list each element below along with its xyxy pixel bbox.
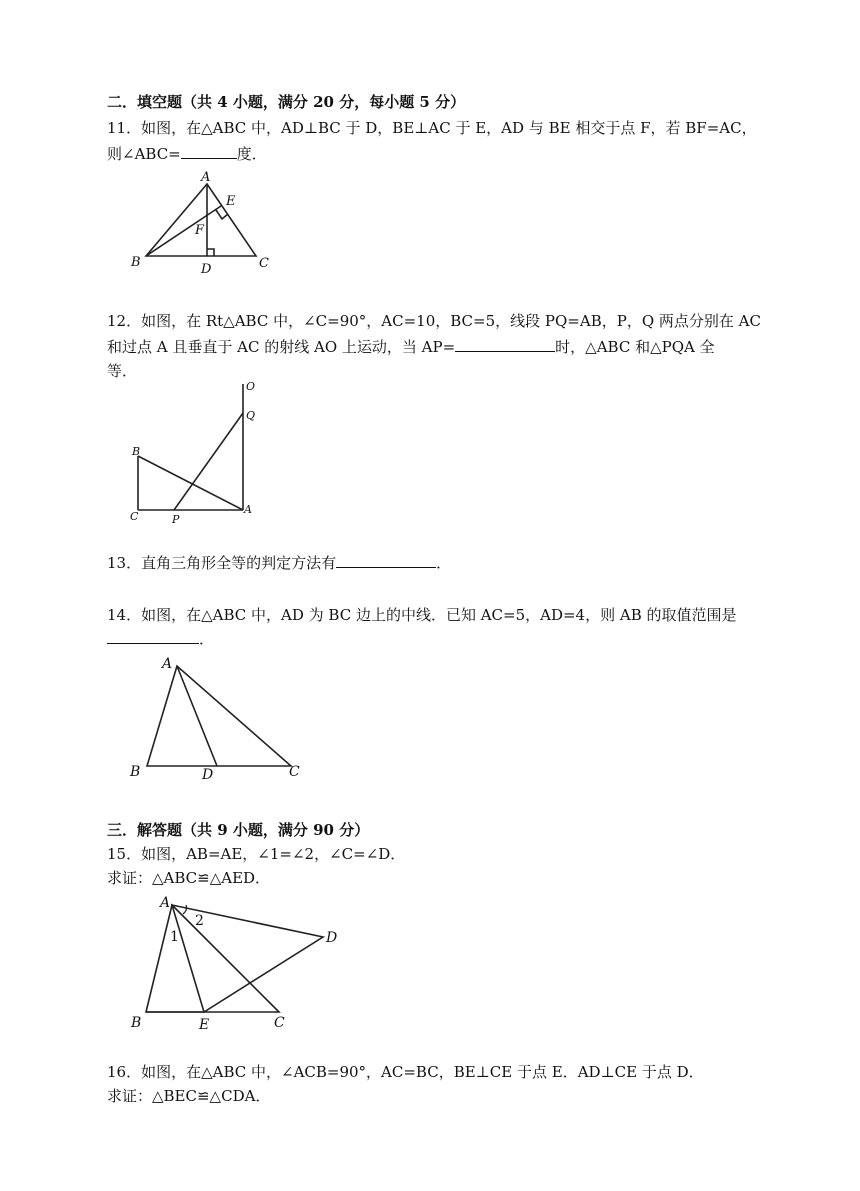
q12-answer-blank[interactable] — [455, 337, 555, 352]
q11-label-e: E — [226, 194, 236, 209]
q15-label-c: C — [274, 1015, 285, 1031]
q13-text — [107, 553, 451, 573]
q12-label-a: A — [244, 503, 252, 516]
q15-label-d: D — [326, 930, 338, 946]
q15-angle-arc-2 — [183, 905, 187, 914]
q13-answer-blank[interactable] — [336, 553, 436, 568]
q12-figure — [125, 378, 265, 528]
q14-figure — [125, 650, 315, 785]
q14-label-c: C — [289, 764, 300, 780]
q14-text-line1: 14．如图，在△ABC 中，AD 为 BC 边上的中线．已知 AC=5，AD=4，则 AB 的取值范围是 — [107, 606, 737, 624]
q14-label-a: A — [162, 656, 173, 672]
q15-label-angle-2: 2 — [195, 913, 204, 929]
q11-label-a: A — [201, 170, 211, 185]
q15-label-b: B — [131, 1015, 142, 1031]
q15-figure — [125, 890, 350, 1035]
q11-right-angle-d — [207, 249, 214, 256]
q11-text-line1: 11．如图，在△ABC 中，AD⊥BC 于 D，BE⊥AC 于 E，AD 与 BE 相交于点 F，若 BF=AC， — [107, 119, 757, 137]
q11-label-d: D — [201, 262, 212, 277]
q12-prefix: 和过点 A 且垂直于 AC 的射线 AO 上运动，当 AP= — [107, 338, 456, 356]
q12-text-line2 — [107, 337, 715, 357]
q13-suffix: ． — [436, 554, 452, 572]
q15-label-e: E — [199, 1017, 210, 1033]
q11-text-line2 — [107, 144, 267, 164]
q12-label-q: Q — [246, 409, 256, 422]
q12-suffix: 时，△ABC 和△PQA 全 — [555, 338, 715, 356]
q16-text-line2: 求证：△BEC≌△CDA． — [107, 1087, 271, 1105]
q11-label-c: C — [259, 256, 269, 271]
q14-label-d: D — [202, 767, 214, 783]
section-heading-solutions: 三．解答题（共 9 小题，满分 90 分） — [107, 821, 370, 839]
q12-text-line1: 12．如图，在 Rt△ABC 中，∠C=90°，AC=10，BC=5，线段 PQ=AB，P，Q 两点分别在 AC — [107, 312, 761, 330]
q15-text-line1: 15．如图，AB=AE，∠1=∠2，∠C=∠D． — [107, 845, 406, 863]
q11-label-b: B — [131, 255, 141, 270]
q12-label-o: O — [246, 380, 256, 393]
q12-segment-ab — [138, 456, 243, 510]
q15-text-line2: 求证：△ABC≌△AED． — [107, 869, 271, 887]
q12-label-c: C — [130, 510, 139, 523]
section-heading-fill-in: 二．填空题（共 4 小题，满分 20 分，每小题 5 分） — [107, 93, 466, 111]
q13-prefix: 13．直角三角形全等的判定方法有 — [107, 554, 337, 572]
q14-suffix: ． — [199, 630, 215, 648]
q11-answer-blank[interactable] — [181, 144, 237, 159]
q15-label-a: A — [160, 895, 171, 911]
q15-triangle-abc — [146, 905, 279, 1012]
q11-suffix: 度． — [236, 145, 267, 163]
q14-triangle-abc — [147, 666, 291, 766]
q11-prefix: 则∠ABC= — [107, 145, 181, 163]
q14-text-line2 — [107, 629, 214, 649]
q12-label-b: B — [132, 445, 141, 458]
q11-triangle-figure — [125, 165, 285, 280]
q12-text-line3: 等． — [107, 362, 138, 380]
q16-text-line1: 16．如图，在△ABC 中，∠ACB=90°，AC=BC，BE⊥CE 于点 E．AD⊥CE 于点 D． — [107, 1063, 704, 1081]
q15-label-angle-1: 1 — [170, 929, 179, 945]
q12-label-p: P — [172, 513, 180, 526]
q14-median-ad — [177, 666, 217, 766]
q14-answer-blank[interactable] — [107, 629, 199, 644]
q12-segment-pq — [174, 413, 243, 510]
q11-label-f: F — [195, 223, 205, 238]
q14-label-b: B — [130, 764, 141, 780]
